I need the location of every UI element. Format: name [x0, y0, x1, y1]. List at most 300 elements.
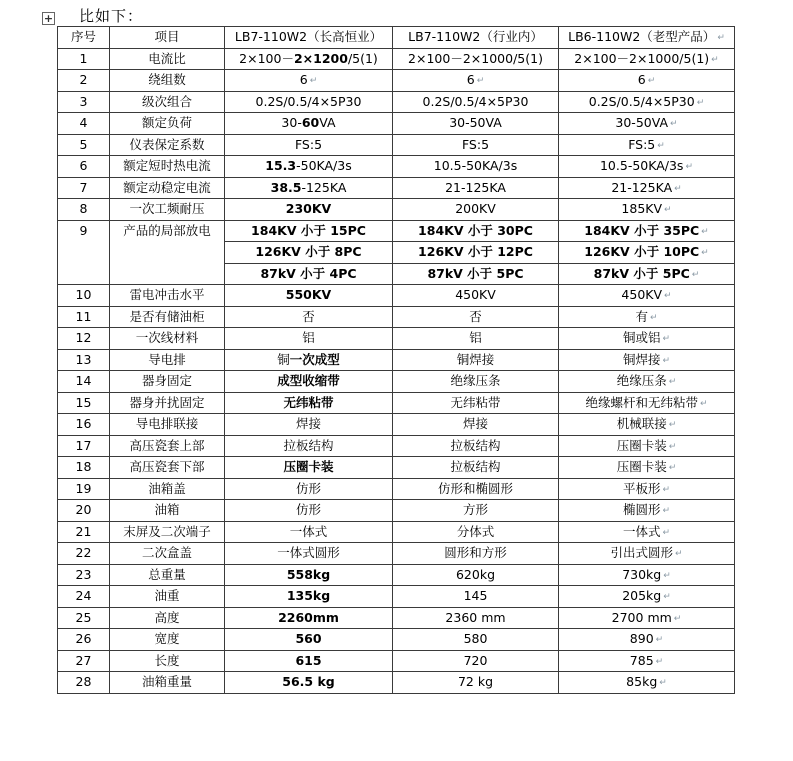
item-cell[interactable]	[110, 672, 225, 694]
cell-text: 高压瓷套上部	[129, 437, 205, 453]
value-cell[interactable]	[559, 242, 735, 264]
value-cell[interactable]	[225, 156, 393, 178]
serial-cell[interactable]	[58, 48, 110, 70]
value-cell[interactable]	[393, 607, 559, 629]
cell-text: 10.5-50KA/3s	[599, 158, 684, 174]
value-cell[interactable]	[393, 48, 559, 70]
cell-text: /5(1)	[347, 50, 378, 66]
value-cell[interactable]	[225, 113, 393, 135]
paragraph-return-mark-icon: ↵	[657, 140, 665, 151]
cell-text: 620kg	[455, 566, 496, 582]
serial-cell[interactable]	[58, 349, 110, 371]
value-cell[interactable]	[559, 586, 735, 608]
table-row	[58, 285, 735, 307]
paragraph-return-mark-icon: ↵	[655, 635, 664, 646]
value-cell[interactable]	[225, 199, 393, 221]
cell-text: 615	[295, 652, 322, 668]
value-cell[interactable]	[559, 285, 735, 307]
cell-text: 7	[79, 179, 88, 195]
cell-text: 绝缘压条	[616, 373, 667, 389]
cell-text: 785	[629, 652, 654, 668]
value-cell[interactable]	[559, 543, 735, 565]
cell-text: 2×100－2×1000/5(1)	[574, 50, 710, 66]
value-cell[interactable]	[225, 586, 393, 608]
value-cell[interactable]	[393, 328, 559, 350]
serial-cell[interactable]	[58, 607, 110, 629]
cell-text: 56.5 kg	[282, 674, 335, 690]
cell-text: 铜焊接	[622, 351, 661, 367]
serial-cell[interactable]	[58, 478, 110, 500]
paragraph-return-mark-icon: ↵	[664, 205, 672, 216]
item-cell[interactable]	[110, 478, 225, 500]
paragraph-return-mark-icon: ↵	[662, 484, 671, 495]
cell-text: 电流比	[148, 50, 186, 66]
item-cell[interactable]	[110, 629, 225, 651]
value-cell[interactable]	[559, 134, 735, 156]
cell-text: 圆形和方形	[444, 545, 507, 561]
value-cell[interactable]	[393, 91, 559, 113]
table-row	[58, 91, 735, 113]
cell-text: 126KV 小于 12PC	[418, 244, 533, 260]
cell-text: 21-125KA	[611, 179, 673, 195]
value-cell[interactable]	[559, 672, 735, 694]
paragraph-return-mark-icon: ↵	[668, 441, 677, 452]
table-row	[58, 629, 735, 651]
cell-text: 26	[75, 631, 92, 647]
table-row	[58, 113, 735, 135]
cell-text: 平板形	[622, 480, 661, 496]
paragraph-return-mark-icon: ↵	[655, 656, 664, 667]
value-cell[interactable]	[393, 349, 559, 371]
value-cell[interactable]	[225, 500, 393, 522]
cell-text: 是否有储油柜	[129, 308, 205, 324]
cell-text: 145	[463, 588, 488, 604]
paragraph-return-mark-icon: ↵	[662, 334, 671, 345]
cell-text: 铝	[469, 330, 482, 346]
item-cell[interactable]	[110, 371, 225, 393]
cell-text: 雷电冲击水平	[129, 287, 205, 303]
item-cell[interactable]	[110, 48, 225, 70]
cell-text: 2×1200	[293, 50, 348, 66]
cell-text: 焊接	[462, 416, 488, 432]
value-cell[interactable]	[225, 177, 393, 199]
value-cell[interactable]	[393, 543, 559, 565]
cell-text: 4	[79, 115, 88, 131]
value-cell[interactable]	[393, 457, 559, 479]
cell-text: 450KV	[621, 287, 663, 303]
table-row	[58, 543, 735, 565]
value-cell[interactable]	[225, 543, 393, 565]
column-header[interactable]	[559, 27, 735, 49]
value-cell[interactable]	[393, 177, 559, 199]
cell-text: 13	[75, 351, 92, 367]
paragraph-return-mark-icon: ↵	[685, 162, 693, 173]
serial-cell[interactable]	[58, 199, 110, 221]
paragraph-return-mark-icon: ↵	[670, 119, 678, 130]
serial-cell[interactable]	[58, 177, 110, 199]
value-cell[interactable]	[393, 220, 559, 242]
value-cell[interactable]	[559, 70, 735, 92]
value-cell[interactable]	[225, 48, 393, 70]
serial-cell[interactable]	[58, 672, 110, 694]
item-cell[interactable]	[110, 650, 225, 672]
cell-text: 9	[79, 222, 88, 238]
cell-text: 87kV 小于 4PC	[260, 265, 357, 281]
table-row	[58, 650, 735, 672]
cell-text: 一次线材料	[135, 330, 199, 346]
paragraph-return-mark-icon: ↵	[309, 76, 318, 87]
value-cell[interactable]	[393, 199, 559, 221]
item-cell[interactable]	[110, 607, 225, 629]
value-cell[interactable]	[559, 457, 735, 479]
value-cell[interactable]	[559, 500, 735, 522]
table-row	[58, 478, 735, 500]
value-cell[interactable]	[225, 220, 393, 242]
value-cell[interactable]	[559, 521, 735, 543]
cell-text: 21	[75, 523, 92, 539]
value-cell[interactable]	[225, 349, 393, 371]
value-cell[interactable]	[393, 586, 559, 608]
item-cell[interactable]	[110, 414, 225, 436]
cell-text: 器身固定	[141, 373, 192, 389]
cell-text: LB7-110W2（长高恒业）	[234, 29, 383, 45]
item-cell[interactable]	[110, 392, 225, 414]
value-cell[interactable]	[393, 263, 559, 285]
table-move-handle-icon[interactable]	[42, 12, 55, 25]
move-cross-icon: +	[43, 12, 54, 25]
intro-text[interactable]: 比如下：	[79, 7, 144, 25]
serial-cell[interactable]	[58, 435, 110, 457]
value-cell[interactable]	[393, 285, 559, 307]
item-cell[interactable]	[110, 113, 225, 135]
item-cell[interactable]	[110, 156, 225, 178]
paragraph-return-mark-icon: ↵	[649, 312, 658, 323]
cell-text: 30-50VA	[615, 115, 669, 131]
cell-text: 拉板结构	[450, 437, 501, 453]
value-cell[interactable]	[225, 328, 393, 350]
cell-text: FS:5	[294, 136, 323, 152]
value-cell[interactable]	[559, 349, 735, 371]
cell-text: 铜或铝	[622, 330, 661, 346]
value-cell[interactable]	[559, 220, 735, 242]
value-cell[interactable]	[225, 629, 393, 651]
cell-text: 38.5	[270, 179, 302, 195]
serial-cell[interactable]	[58, 70, 110, 92]
cell-text: 16	[75, 416, 92, 432]
cell-text: VA	[319, 115, 336, 131]
serial-cell[interactable]	[58, 521, 110, 543]
value-cell[interactable]	[559, 607, 735, 629]
table-body	[58, 48, 735, 693]
value-cell[interactable]	[393, 650, 559, 672]
cell-text: 油重	[154, 588, 180, 604]
value-cell[interactable]	[225, 392, 393, 414]
cell-text: FS:5	[628, 136, 656, 152]
table-row	[58, 349, 735, 371]
serial-cell[interactable]	[58, 392, 110, 414]
cell-text: 28	[75, 674, 92, 690]
cell-text: 导电排联接	[135, 416, 199, 432]
serial-cell[interactable]	[58, 629, 110, 651]
value-cell[interactable]	[393, 478, 559, 500]
item-cell[interactable]	[110, 457, 225, 479]
value-cell[interactable]	[393, 629, 559, 651]
value-cell[interactable]	[393, 113, 559, 135]
cell-text: 126KV 小于 8PC	[255, 244, 362, 260]
table-row	[58, 414, 735, 436]
cell-text: 一体式圆形	[277, 545, 340, 561]
cell-text: 压圈卡装	[283, 459, 334, 475]
value-cell[interactable]	[393, 564, 559, 586]
paragraph-return-mark-icon: ↵	[668, 420, 677, 431]
serial-cell[interactable]	[58, 371, 110, 393]
item-cell[interactable]	[110, 134, 225, 156]
paragraph-return-mark-icon: ↵	[668, 463, 677, 474]
value-cell[interactable]	[559, 392, 735, 414]
serial-cell[interactable]	[58, 564, 110, 586]
comparison-table	[57, 26, 735, 694]
value-cell[interactable]	[559, 263, 735, 285]
serial-cell[interactable]	[58, 328, 110, 350]
item-cell[interactable]	[110, 220, 225, 285]
paragraph-return-mark-icon: ↵	[662, 527, 671, 538]
item-cell[interactable]	[110, 349, 225, 371]
value-cell[interactable]	[393, 134, 559, 156]
paragraph-return-mark-icon: ↵	[668, 377, 677, 388]
value-cell[interactable]	[225, 521, 393, 543]
item-cell[interactable]	[110, 328, 225, 350]
value-cell[interactable]	[225, 435, 393, 457]
cell-text: 60	[301, 115, 320, 131]
value-cell[interactable]	[559, 650, 735, 672]
cell-text: 205kg	[622, 588, 662, 604]
cell-text: 6	[637, 72, 646, 88]
value-cell[interactable]	[559, 306, 735, 328]
value-cell[interactable]	[393, 392, 559, 414]
cell-text: 绝缘螺杆和无纬粘带	[585, 394, 698, 410]
serial-cell[interactable]	[58, 414, 110, 436]
item-cell[interactable]	[110, 521, 225, 543]
cell-text: 椭圆形	[622, 502, 661, 518]
value-cell[interactable]	[225, 414, 393, 436]
value-cell[interactable]	[393, 672, 559, 694]
value-cell[interactable]	[225, 457, 393, 479]
cell-text: 引出式圆形	[610, 545, 673, 561]
cell-text: 序号	[70, 29, 96, 45]
table-row	[58, 134, 735, 156]
serial-cell[interactable]	[58, 586, 110, 608]
item-cell[interactable]	[110, 564, 225, 586]
cell-text: 仿形	[295, 502, 321, 518]
paragraph-return-mark-icon: ↵	[662, 355, 671, 366]
serial-cell[interactable]	[58, 457, 110, 479]
column-header[interactable]	[110, 27, 225, 49]
cell-text: 135kg	[286, 588, 331, 604]
cell-text: 30-	[281, 115, 302, 131]
cell-text: 项目	[154, 29, 180, 45]
cell-text: 2	[79, 72, 88, 88]
cell-text: 宽度	[154, 631, 180, 647]
value-cell[interactable]	[225, 242, 393, 264]
value-cell[interactable]	[393, 521, 559, 543]
serial-cell[interactable]	[58, 134, 110, 156]
cell-text: 油箱盖	[148, 480, 186, 496]
value-cell[interactable]	[393, 70, 559, 92]
paragraph-return-mark-icon: ↵	[717, 33, 725, 44]
item-cell[interactable]	[110, 306, 225, 328]
cell-text: 拉板结构	[283, 437, 334, 453]
value-cell[interactable]	[225, 371, 393, 393]
value-cell[interactable]	[559, 113, 735, 135]
serial-cell[interactable]	[58, 220, 110, 285]
cell-text: 一体式	[289, 523, 328, 539]
value-cell[interactable]	[225, 70, 393, 92]
cell-text: 一次工频耐压	[129, 201, 205, 217]
cell-text: 10	[75, 287, 92, 303]
value-cell[interactable]	[393, 156, 559, 178]
cell-text: 仿形	[295, 480, 321, 496]
value-cell[interactable]	[225, 91, 393, 113]
paragraph-return-mark-icon: ↵	[662, 506, 671, 517]
value-cell[interactable]	[393, 306, 559, 328]
value-cell[interactable]	[393, 435, 559, 457]
value-cell[interactable]	[559, 156, 735, 178]
table-row	[58, 70, 735, 92]
cell-text: 6	[466, 72, 475, 88]
cell-text: 87kV 小于 5PC	[593, 265, 690, 281]
serial-cell[interactable]	[58, 500, 110, 522]
serial-cell[interactable]	[58, 91, 110, 113]
value-cell[interactable]	[225, 134, 393, 156]
cell-text: 6	[79, 158, 88, 174]
cell-text: 5	[79, 136, 88, 152]
cell-text: 560	[295, 631, 322, 647]
cell-text: 额定动稳定电流	[123, 179, 211, 195]
value-cell[interactable]	[225, 564, 393, 586]
cell-text: 总重量	[148, 566, 186, 582]
serial-cell[interactable]	[58, 285, 110, 307]
paragraph-return-mark-icon: ↵	[659, 678, 667, 689]
cell-text: 22	[75, 545, 92, 561]
table-row	[58, 328, 735, 350]
cell-text: 18	[75, 459, 92, 475]
item-cell[interactable]	[110, 199, 225, 221]
paragraph-return-mark-icon: ↵	[691, 269, 700, 280]
value-cell[interactable]	[559, 564, 735, 586]
cell-text: 无纬粘带	[450, 394, 501, 410]
cell-text: 17	[75, 437, 92, 453]
table-row	[58, 371, 735, 393]
serial-cell[interactable]	[58, 306, 110, 328]
cell-text: 230KV	[285, 201, 332, 217]
value-cell[interactable]	[225, 672, 393, 694]
table-row	[58, 392, 735, 414]
cell-text: 21-125KA	[445, 179, 506, 195]
value-cell[interactable]	[225, 306, 393, 328]
cell-text: 否	[469, 308, 482, 324]
value-cell[interactable]	[559, 48, 735, 70]
value-cell[interactable]	[393, 371, 559, 393]
value-cell[interactable]	[225, 607, 393, 629]
cell-text: 580	[463, 631, 488, 647]
value-cell[interactable]	[225, 285, 393, 307]
item-cell[interactable]	[110, 586, 225, 608]
table-row	[58, 564, 735, 586]
cell-text: 有	[635, 308, 648, 324]
value-cell[interactable]	[225, 650, 393, 672]
item-cell[interactable]	[110, 285, 225, 307]
value-cell[interactable]	[393, 500, 559, 522]
cell-text: 高度	[154, 609, 180, 625]
paragraph-return-mark-icon: ↵	[674, 549, 683, 560]
cell-text: 成型收缩带	[277, 373, 340, 389]
value-cell[interactable]	[559, 478, 735, 500]
cell-text: 126KV 小于 10PC	[584, 244, 700, 260]
value-cell[interactable]	[393, 414, 559, 436]
cell-text: 20	[75, 502, 92, 518]
value-cell[interactable]	[225, 263, 393, 285]
value-cell[interactable]	[559, 629, 735, 651]
item-cell[interactable]	[110, 543, 225, 565]
value-cell[interactable]	[559, 371, 735, 393]
value-cell[interactable]	[559, 91, 735, 113]
cell-text: FS:5	[461, 136, 490, 152]
item-cell[interactable]	[110, 435, 225, 457]
cell-text: -125KA	[301, 179, 347, 195]
table-row	[58, 586, 735, 608]
paragraph-return-mark-icon: ↵	[476, 76, 485, 87]
cell-text: 铜焊接	[456, 351, 495, 367]
table-row	[58, 177, 735, 199]
item-cell[interactable]	[110, 177, 225, 199]
serial-cell[interactable]	[58, 156, 110, 178]
item-cell[interactable]	[110, 70, 225, 92]
item-cell[interactable]	[110, 500, 225, 522]
cell-text: 拉板结构	[450, 459, 501, 475]
cell-text: 压圈卡装	[616, 459, 667, 475]
cell-text: 2×100－2×1000/5(1)	[408, 50, 543, 66]
value-cell[interactable]	[559, 199, 735, 221]
table-row	[58, 306, 735, 328]
cell-text: 一体式	[622, 523, 661, 539]
value-cell[interactable]	[559, 177, 735, 199]
cell-text: 高压瓷套下部	[129, 459, 205, 475]
value-cell[interactable]	[393, 242, 559, 264]
cell-text: 2260mm	[278, 609, 339, 625]
serial-cell[interactable]	[58, 113, 110, 135]
cell-text: 12	[75, 330, 92, 346]
column-header[interactable]	[58, 27, 110, 49]
item-cell[interactable]	[110, 91, 225, 113]
cell-text: 11	[75, 308, 92, 324]
paragraph-return-mark-icon: ↵	[647, 76, 656, 87]
serial-cell[interactable]	[58, 543, 110, 565]
cell-text: 额定负荷	[141, 115, 192, 131]
cell-text: 558kg	[286, 566, 331, 582]
value-cell[interactable]	[559, 328, 735, 350]
cell-text: 压圈卡装	[616, 437, 667, 453]
value-cell[interactable]	[559, 414, 735, 436]
column-header[interactable]	[393, 27, 559, 49]
serial-cell[interactable]	[58, 650, 110, 672]
cell-text: 2×100－	[239, 50, 294, 66]
value-cell[interactable]	[559, 435, 735, 457]
column-header[interactable]	[225, 27, 393, 49]
cell-text: 6	[299, 72, 308, 88]
cell-text: 焊接	[295, 416, 321, 432]
value-cell[interactable]	[225, 478, 393, 500]
cell-text: 机械联接	[616, 416, 667, 432]
